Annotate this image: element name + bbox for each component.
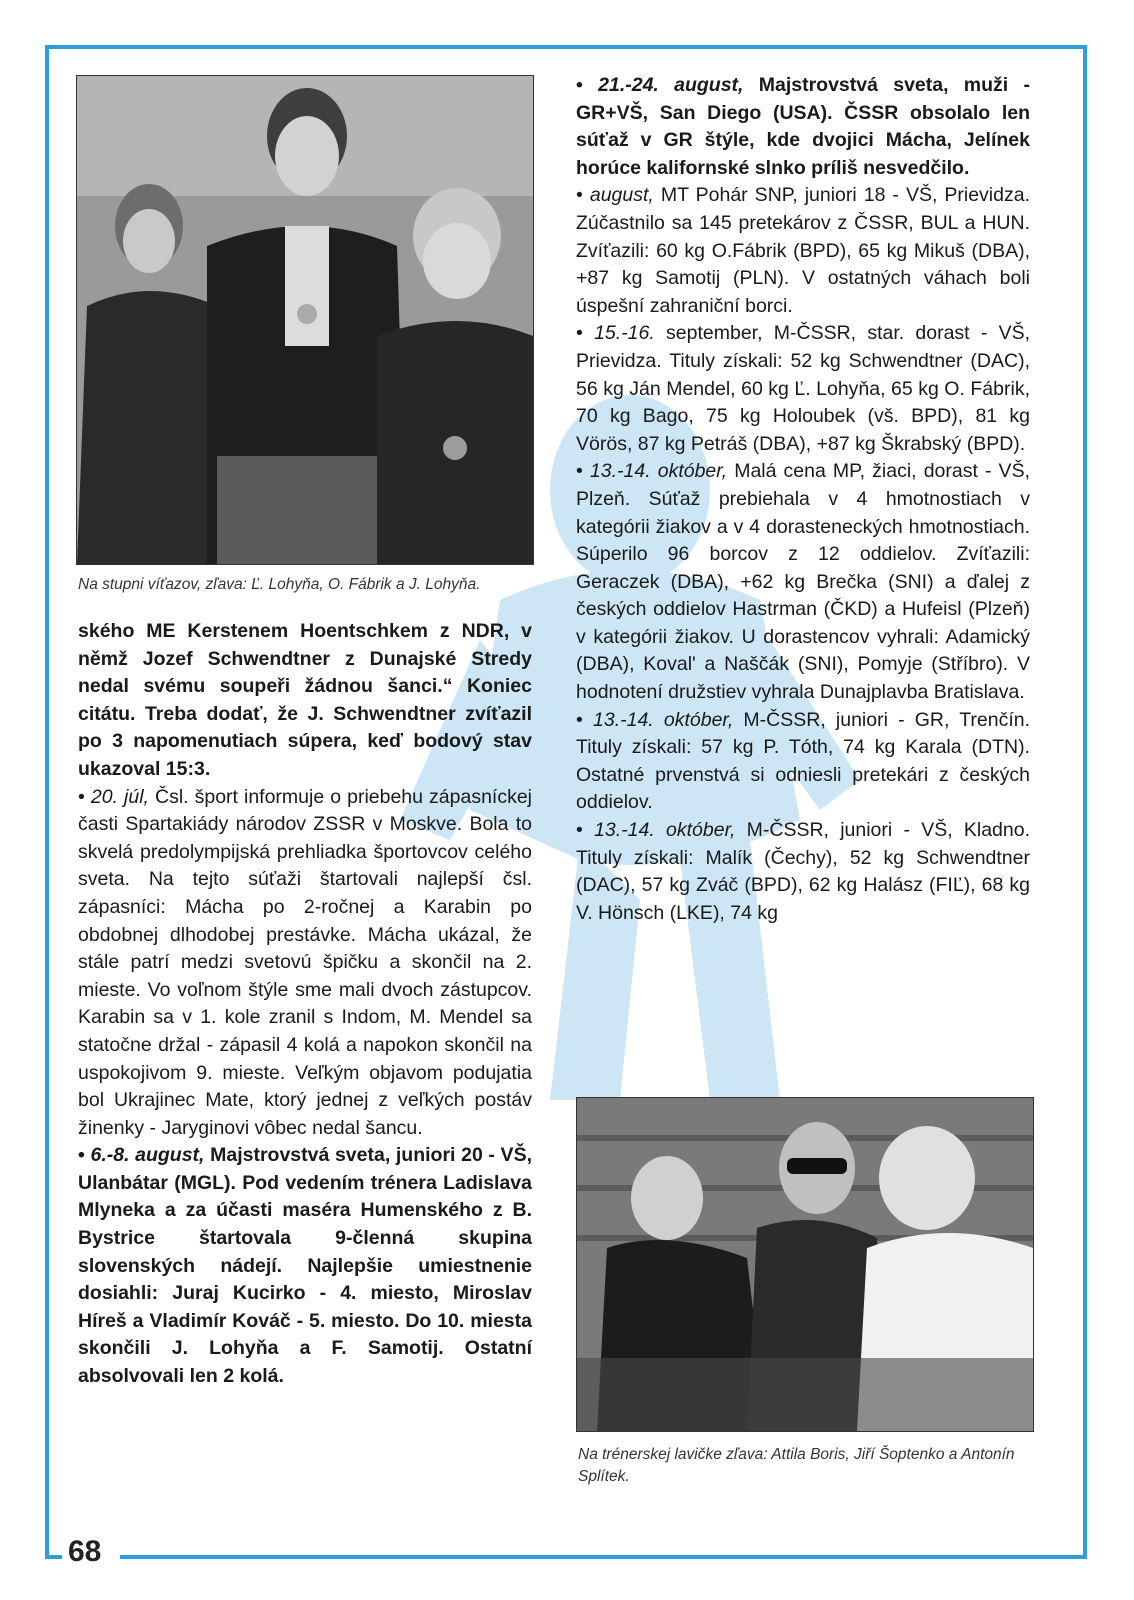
coaches-photo (576, 1097, 1034, 1432)
podium-photo (76, 75, 534, 565)
bullet: • (576, 184, 583, 207)
right-paragraph-5 (576, 707, 1030, 817)
frame-bottom (120, 1555, 1087, 1559)
date: 13.-14. október, (594, 819, 736, 842)
left-paragraph-1: ského ME Kerstenem Hoentschkem z NDR, v němž Jozef Schwendtner z Dunajské Stredy nedal svému soupeři žádnou šanci.“ Koniec citátu. Treba dodať, že J. Schwendtner zvíťazil po 3 napomenutiach súpera, keď bodový stav ukazoval 15:3. (78, 620, 532, 780)
left-paragraph-2 (78, 784, 532, 1143)
bullet: • (576, 322, 583, 345)
left-paragraph-3 (78, 1142, 532, 1390)
bullet: • (576, 708, 583, 731)
right-paragraph-4 (576, 458, 1030, 706)
bullet: • (78, 785, 85, 808)
right-paragraph-3 (576, 320, 1030, 458)
right-column (576, 72, 1030, 927)
text: Čsl. šport informuje o priebehu zápasníckej časti Spartakiády národov ZSSR v Moskve. Bola to skvelá predolympijská prehliadka športovcov celého sveta. Na tejto súťaži štartovali najlepší čsl. zápasníci: Mácha po 2-ročnej a Karabin po obdobnej dlhodobej prestávke. Mácha ukázal, že stále patrí medzi svetovú špičku a skončil na 2. mieste. Vo voľnom štýle sme mali dvoch zástupcov. Karabin sa v 1. kole zranil s Indom, M. Mendel sa statočne držal - zápasil 4 kolá a napokon skončil na uspokojivom 9. mieste. Veľkým objavom podujatia bol Ukrajinec Mate, ktorý jednej z veľkých postáv žinenky - Jaryginovi vôbec nedal šancu. (78, 785, 533, 1139)
date: 15.-16. (594, 322, 655, 345)
text: Majstrovstvá sveta, juniori 20 - VŠ, Ulanbátar (MGL). Pod vedením trénera Ladislava Mlyneka a za účasti maséra Humenského z B. Bystrice štartovala 9-členná skupina slovenských nádejí. Najlepšie umiestnenie dosiahli: Juraj Kucirko - 4. miesto, Miroslav Híreš a Vladimír Kováč - 5. miesto. Do 10. miesta skončili J. Lohyňa a F. Samotij. Ostatní absolvovali len 2 kolá. (78, 1144, 532, 1388)
photo1-caption: Na stupni víťazov, zľava: Ľ. Lohyňa, O. Fábrik a J. Lohyňa. (78, 576, 481, 593)
text: Majstrovstvá sveta, muži - GR+VŠ, San Diego (USA). ČSSR obsolalo len súťaž v GR štýle, kde dvojici Mácha, Jelínek horúce kalifornské slnko príliš nesvedčilo. (576, 74, 1031, 179)
text: Malá cena MP, žiaci, dorast - VŠ, Plzeň. Súťaž prebiehala v 4 hmotnostiach v kategórii žiakov a v 4 dorasteneckých hmotnostiach. Súperilo 96 borcov z 12 oddielov. Zvíťazili: Geraczek (DBA), +62 kg Brečka (SNI) a ďalej z českých oddielov Hastrman (ČKD) a Hufeisl (Plzeň) v kategórii žiakov. U dorastencov vyhrali: Adamický (DBA), Koval' a Naščák (SNI), Pomyje (Stříbro). V hodnotení družstiev vyhrala Dunajplavba Bratislava. (576, 460, 1030, 704)
text: MT Pohár SNP, juniori 18 - VŠ, Prievidza. Zúčastnilo sa 145 pretekárov z ČSSR, BUL a HUN. Zvíťazili: 60 kg O.Fábrik (BPD), 65 kg Mikuš (DBA), +87 kg Samotij (PLN). V ostatných váhach boli úspešní zahraniční borci. (576, 184, 1030, 317)
date: 21.-24. august, (598, 74, 744, 96)
date: 20. júl, (90, 785, 149, 808)
right-paragraph-1 (576, 72, 1030, 182)
bullet: • (576, 460, 583, 483)
date: 13.-14. október, (593, 708, 734, 731)
date: 13.-14. október, (589, 460, 728, 483)
date: 6.-8. august, (90, 1144, 205, 1167)
frame-bottom-left (45, 1555, 62, 1559)
right-paragraph-2 (576, 182, 1030, 320)
text: M-ČSSR, juniori - GR, Trenčín. Tituly získali: 57 kg P. Tóth, 74 kg Karala (DTN). Ostatné prvenstvá si odniesli pretekári z českých oddielov. (576, 708, 1031, 814)
date: august, (589, 184, 654, 207)
bullet: • (576, 74, 583, 96)
left-column (78, 618, 532, 1391)
bullet: • (576, 819, 583, 842)
photo2-caption: Na trénerskej lavičke zľava: Attila Boris, Jiří Šoptenko a Antonín Splítek. (578, 1446, 1015, 1485)
text: M-ČSSR, juniori - VŠ, Kladno. Tituly získali: Malík (Čechy), 52 kg Schwendtner (DAC), 57 kg Zváč (BPD), 62 kg Halász (FIĽ), 68 kg V. Hönsch (LKE), 74 kg (576, 819, 1030, 924)
right-paragraph-6 (576, 817, 1030, 927)
page-number: 68 (68, 1535, 102, 1568)
bullet: • (78, 1144, 85, 1167)
text: september, M-ČSSR, star. dorast - VŠ, Prievidza. Tituly získali: 52 kg Schwendtner (DAC), 56 kg Ján Mendel, 60 kg Ľ. Lohyňa, 65 kg O. Fábrik, 70 kg Bago, 75 kg Holoubek (vš. BPD), 81 kg Vörös, 87 kg Petráš (DBA), +87 kg Škrabský (BPD). (576, 322, 1031, 455)
